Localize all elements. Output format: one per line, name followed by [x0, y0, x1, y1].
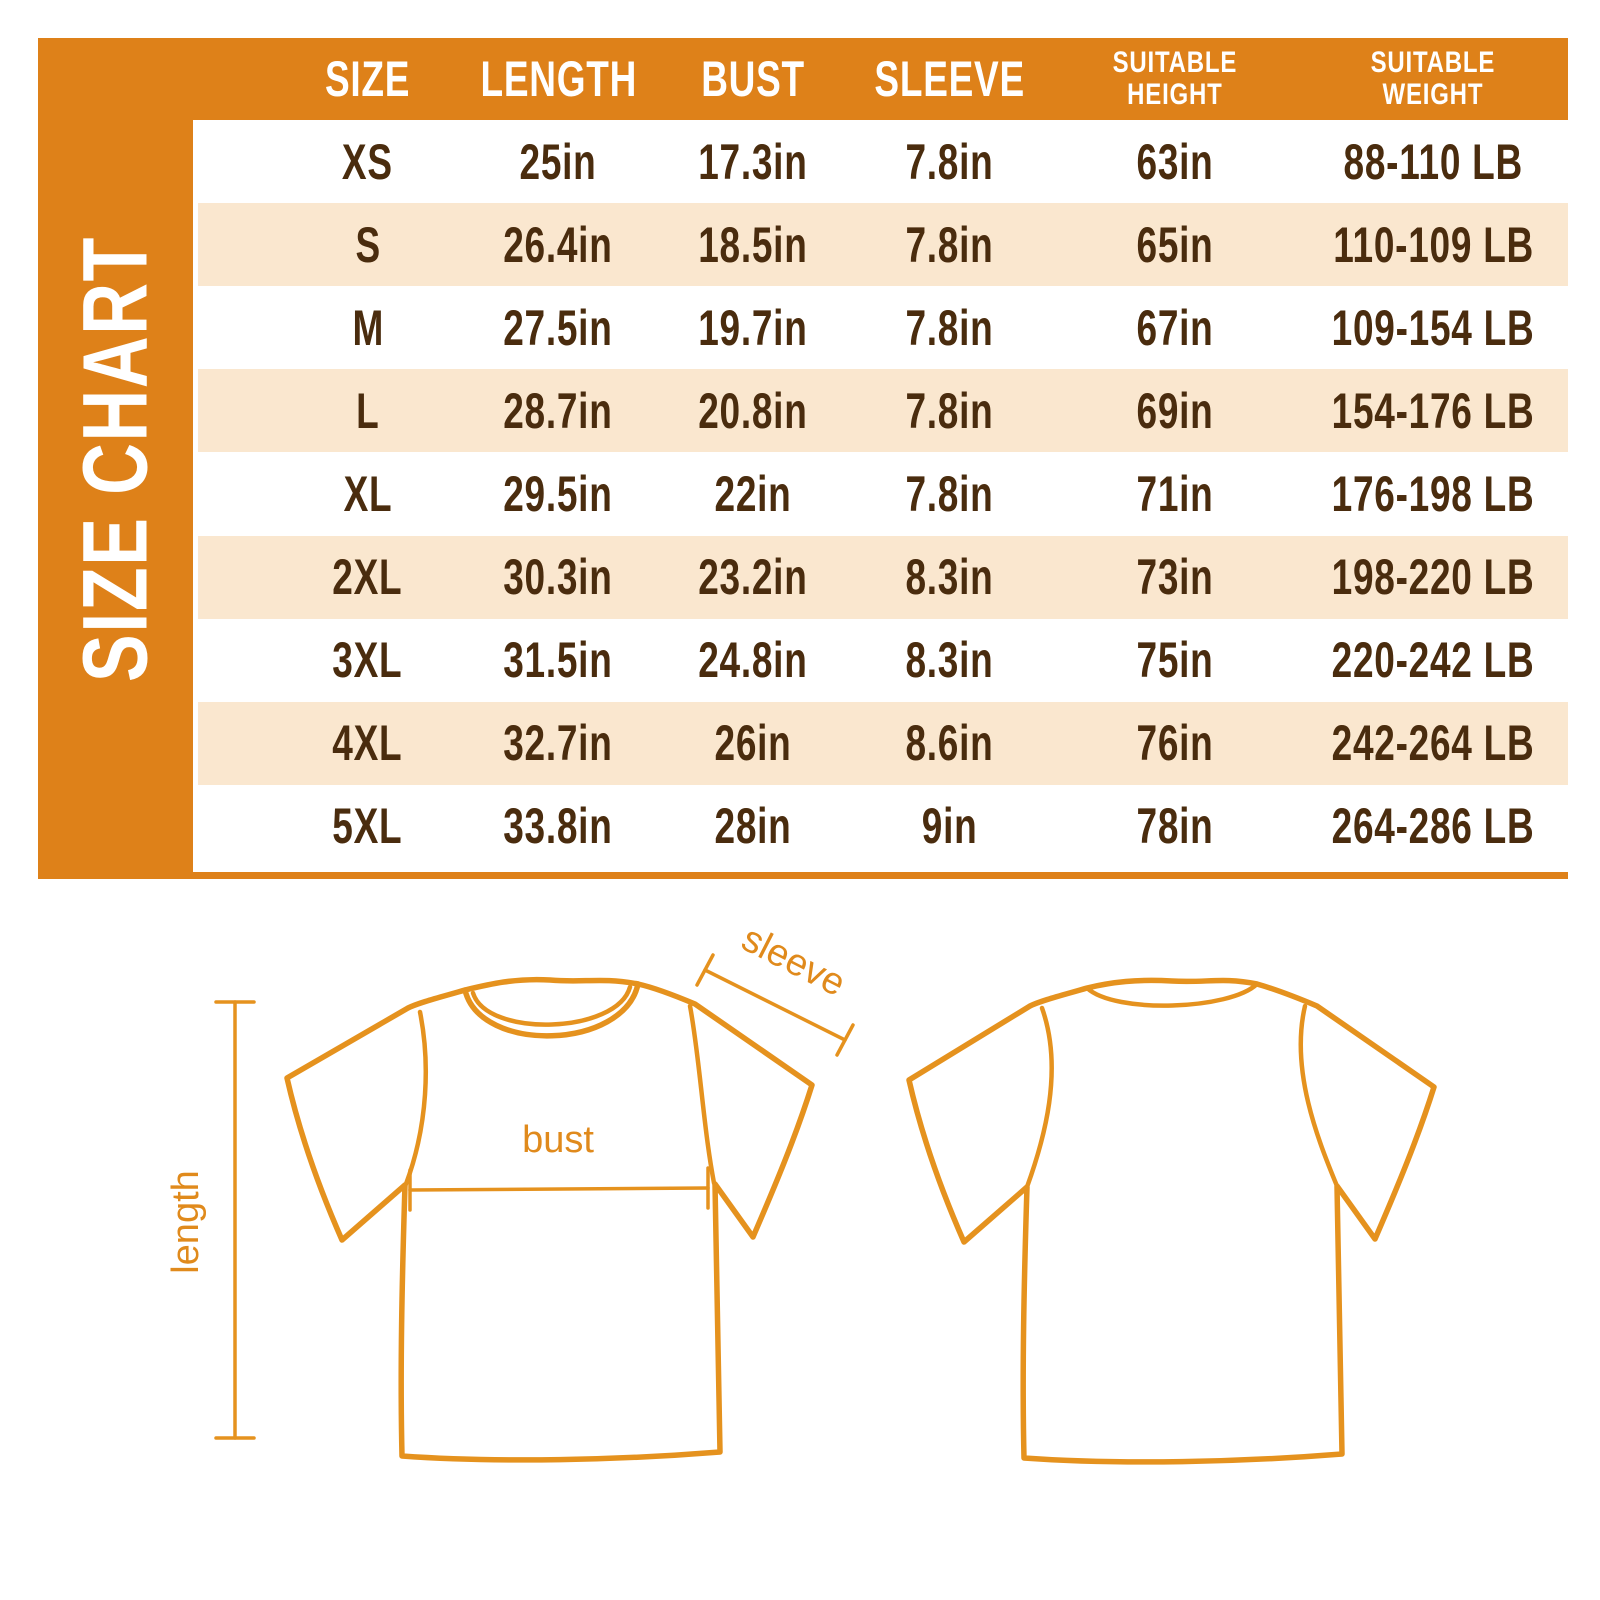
column-header-suitable-height: SUITABLE HEIGHT [1112, 46, 1238, 111]
cell-4xl-size: 4XL [332, 715, 403, 772]
cell-xl-weight: 176-198 LB [1331, 465, 1535, 522]
cell-2xl-weight: 198-220 LB [1331, 549, 1535, 606]
cell-m-height: 67in [1136, 299, 1214, 356]
cell-3xl-size: 3XL [332, 632, 403, 689]
cell-s-size: S [355, 216, 381, 273]
column-header-length: LENGTH [480, 51, 637, 107]
cell-xs-height: 63in [1136, 133, 1214, 190]
cell-l-sleeve: 7.8in [905, 382, 994, 439]
cell-4xl-height: 76in [1136, 715, 1214, 772]
cell-l-size: L [356, 382, 380, 439]
cell-4xl-weight: 242-264 LB [1331, 715, 1535, 772]
cell-xs-sleeve: 7.8in [905, 133, 994, 190]
size-row-l [198, 369, 1568, 452]
cell-5xl-sleeve: 9in [921, 798, 978, 855]
cell-xs-size: XS [342, 133, 394, 190]
cell-2xl-bust: 23.2in [698, 549, 808, 606]
front-left-armscye-seam [406, 1012, 426, 1184]
size-row-xl [198, 452, 1568, 535]
cell-5xl-height: 78in [1136, 798, 1214, 855]
cell-xl-bust: 22in [714, 465, 792, 522]
cell-xl-height: 71in [1136, 465, 1214, 522]
bust-measure [410, 1119, 708, 1210]
cell-2xl-height: 73in [1136, 549, 1214, 606]
cell-2xl-sleeve: 8.3in [905, 549, 994, 606]
size-row-3xl [198, 619, 1568, 702]
cell-3xl-length: 31.5in [503, 632, 613, 689]
column-header-sleeve: SLEEVE [874, 51, 1025, 107]
cell-5xl-size: 5XL [332, 798, 403, 855]
cell-xl-length: 29.5in [503, 465, 613, 522]
sleeve-measure-tick-right [837, 1025, 853, 1055]
cell-m-size: M [352, 299, 384, 356]
tshirt-measurement-diagram [0, 900, 1600, 1600]
back-shirt [909, 980, 1434, 1462]
cell-l-bust: 20.8in [698, 382, 808, 439]
length-measure [165, 1002, 254, 1438]
table-rows [198, 120, 1568, 868]
cell-s-height: 65in [1136, 216, 1214, 273]
cell-xl-size: XL [343, 465, 393, 522]
cell-s-weight: 110-109 LB [1332, 216, 1534, 273]
cell-5xl-bust: 28in [714, 798, 792, 855]
cell-m-sleeve: 7.8in [905, 299, 994, 356]
cell-s-bust: 18.5in [698, 216, 808, 273]
front-collar-inner [473, 987, 630, 1025]
column-header-bust: BUST [700, 51, 805, 107]
back-shirt-outline [909, 980, 1434, 1462]
cell-3xl-weight: 220-242 LB [1331, 632, 1535, 689]
size-row-4xl [198, 702, 1568, 785]
cell-xl-sleeve: 7.8in [905, 465, 994, 522]
back-left-armscye-seam [1027, 1008, 1052, 1187]
cell-m-weight: 109-154 LB [1331, 299, 1535, 356]
cell-5xl-length: 33.8in [503, 798, 613, 855]
size-row-5xl [198, 785, 1568, 868]
bust-measure-line [410, 1188, 708, 1190]
cell-s-sleeve: 7.8in [905, 216, 994, 273]
cell-5xl-weight: 264-286 LB [1331, 798, 1535, 855]
back-right-armscye-seam [1301, 1006, 1337, 1186]
cell-xs-length: 25in [519, 133, 597, 190]
column-header-suitable-weight: SUITABLE WEIGHT [1371, 46, 1496, 111]
size-row-xs [198, 120, 1568, 203]
column-headers [198, 38, 1568, 120]
table-bottom-border [38, 872, 1568, 879]
sleeve-measure-tick-left [697, 955, 713, 985]
size-row-2xl [198, 536, 1568, 619]
back-neckline [1087, 984, 1257, 1006]
cell-4xl-sleeve: 8.6in [905, 715, 994, 772]
cell-l-weight: 154-176 LB [1331, 382, 1535, 439]
cell-3xl-bust: 24.8in [698, 632, 808, 689]
chart-title: SIZE CHART [64, 235, 166, 682]
cell-2xl-length: 30.3in [503, 549, 613, 606]
cell-4xl-bust: 26in [714, 715, 792, 772]
cell-3xl-height: 75in [1136, 632, 1214, 689]
length-label: length [165, 1170, 207, 1274]
cell-4xl-length: 32.7in [503, 715, 613, 772]
sidebar [38, 38, 193, 879]
cell-xs-bust: 17.3in [698, 133, 808, 190]
size-chart-table [38, 38, 1568, 879]
size-row-s [198, 203, 1568, 286]
cell-m-bust: 19.7in [698, 299, 808, 356]
cell-l-length: 28.7in [503, 382, 613, 439]
bust-label: bust [522, 1119, 594, 1161]
cell-s-length: 26.4in [503, 216, 613, 273]
column-header-size: SIZE [325, 51, 411, 107]
sleeve-label: sleeve [734, 917, 852, 1005]
front-right-armscye-seam [690, 1006, 714, 1183]
sleeve-measure [697, 918, 853, 1055]
size-row-m [198, 286, 1568, 369]
cell-3xl-sleeve: 8.3in [905, 632, 994, 689]
front-shirt-outline [287, 980, 812, 1460]
cell-2xl-size: 2XL [332, 549, 403, 606]
cell-l-height: 69in [1136, 382, 1214, 439]
cell-xs-weight: 88-110 LB [1343, 133, 1524, 190]
front-shirt [287, 980, 812, 1460]
cell-m-length: 27.5in [503, 299, 613, 356]
